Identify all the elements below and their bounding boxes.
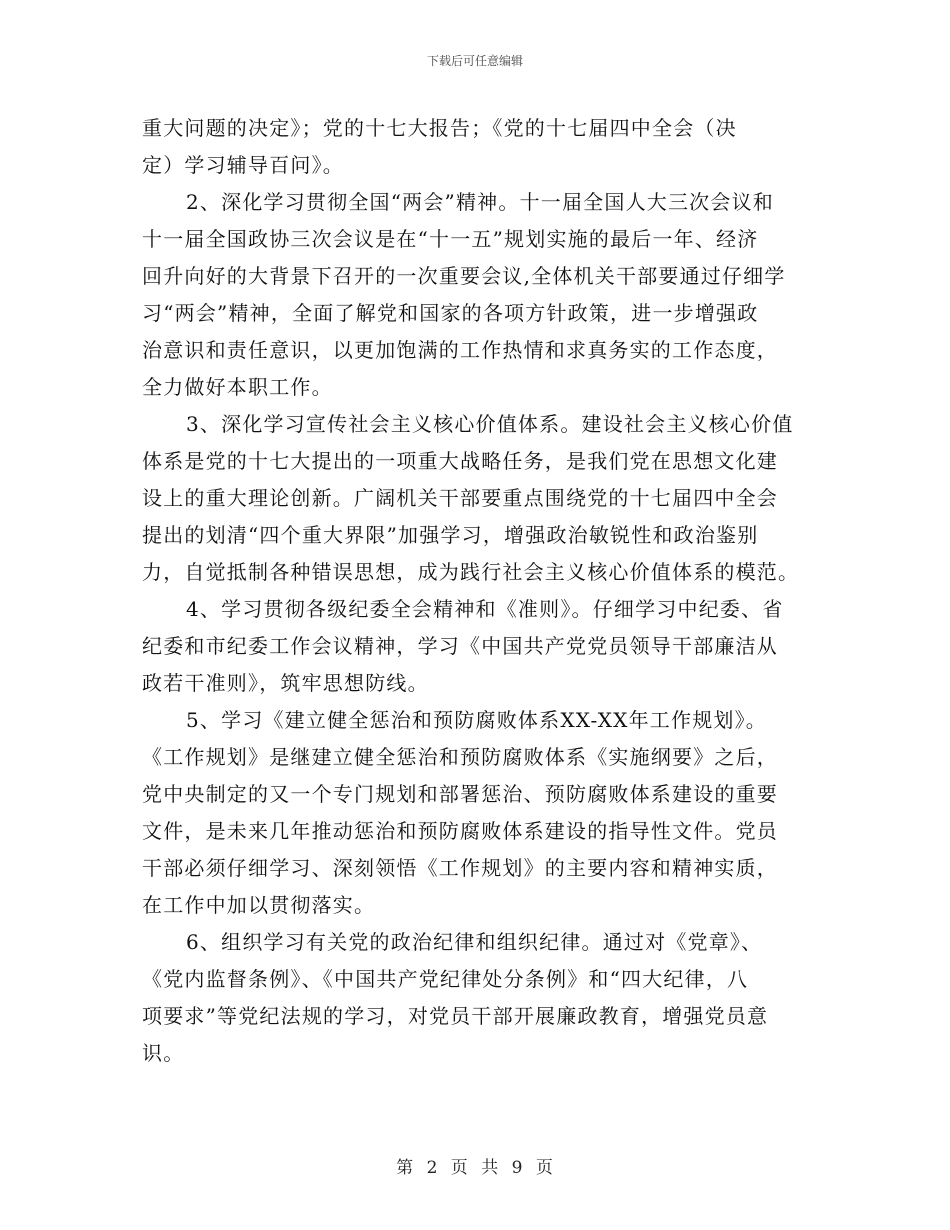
- page-label-prefix: 第: [396, 1158, 415, 1178]
- page-footer: [0, 1153, 950, 1178]
- text-line: 在工作中加以贯彻落实。: [142, 893, 376, 917]
- page-number: 2: [426, 1158, 439, 1178]
- text-line: 提出的划清“四个重大界限”加强学习，增强政治敏锐性和政治鉴别: [142, 523, 759, 547]
- text-line: 定）学习辅导百问》。: [142, 153, 344, 177]
- text-line: 《党内监督条例》、《中国共产党纪律处分条例》和“四大纪律，八: [142, 967, 749, 991]
- text-line: 党中央制定的又一个专门规划和部署惩治、预防腐败体系建设的重要: [142, 782, 778, 806]
- total-pages: 9: [511, 1158, 524, 1178]
- page-header: 下载后可任意编辑: [426, 54, 523, 68]
- paragraph-start-line: 4、学习贯彻各级纪委全会精神和《准则》。仔细学习中纪委、省: [186, 597, 784, 621]
- text-line: 政若干准则》，筑牢思想防线。: [142, 671, 429, 695]
- text-line: 设上的重大理论创新。广阔机关干部要重点围绕党的十七届四中全会: [142, 486, 778, 510]
- text-line: 重大问题的决定》；党的十七大报告；《党的十七届四中全会（决: [142, 116, 737, 140]
- paragraph-start-line: 6、组织学习有关党的政治纪律和组织纪律。通过对《党章》、: [186, 930, 763, 954]
- text-line: 全力做好本职工作。: [142, 375, 333, 399]
- document-body: [142, 110, 822, 1072]
- paragraph-start-line: 3、深化学习宣传社会主义核心价值体系。建设社会主义核心价值: [186, 412, 794, 436]
- text-line: 回升向好的大背景下召开的一次重要会议,全体机关干部要通过仔细学: [142, 264, 786, 288]
- total-unit: 页: [535, 1158, 554, 1178]
- text-line: 力，自觉抵制各种错误思想，成为践行社会主义核心价值体系的模范。: [142, 560, 800, 584]
- text-line: 体系是党的十七大提出的一项重大战略任务，是我们党在思想文化建: [142, 449, 778, 473]
- paragraph-start-line: 2、深化学习贯彻全国“两会”精神。十一届全国人大三次会议和: [186, 190, 774, 214]
- text-line: 纪委和市纪委工作会议精神，学习《中国共产党党员领导干部廉洁从: [142, 634, 778, 658]
- text-line: 治意识和责任意识，以更加饱满的工作热情和求真务实的工作态度，: [142, 338, 778, 362]
- paragraph-start-line: 5、学习《建立健全惩治和预防腐败体系XX-XX年工作规划》。: [186, 708, 768, 732]
- text-line: 十一届全国政协三次会议是在“十一五”规划实施的最后一年、经济: [142, 227, 759, 251]
- text-line: 文件，是未来几年推动惩治和预防腐败体系建设的指导性文件。党员: [142, 819, 778, 843]
- text-line: 习“两会”精神，全面了解党和国家的各项方针政策，进一步增强政: [142, 301, 759, 325]
- text-line: 识。: [142, 1041, 185, 1065]
- text-line: 项要求”等党纪法规的学习，对党员干部开展廉政教育，增强党员意: [142, 1004, 769, 1028]
- text-line: 《工作规划》是继建立健全惩治和预防腐败体系《实施纲要》之后，: [142, 745, 778, 769]
- total-label: 共: [481, 1158, 500, 1178]
- text-line: 干部必须仔细学习、深刻领悟《工作规划》的主要内容和精神实质，: [142, 856, 778, 880]
- page-label-unit: 页: [450, 1158, 469, 1178]
